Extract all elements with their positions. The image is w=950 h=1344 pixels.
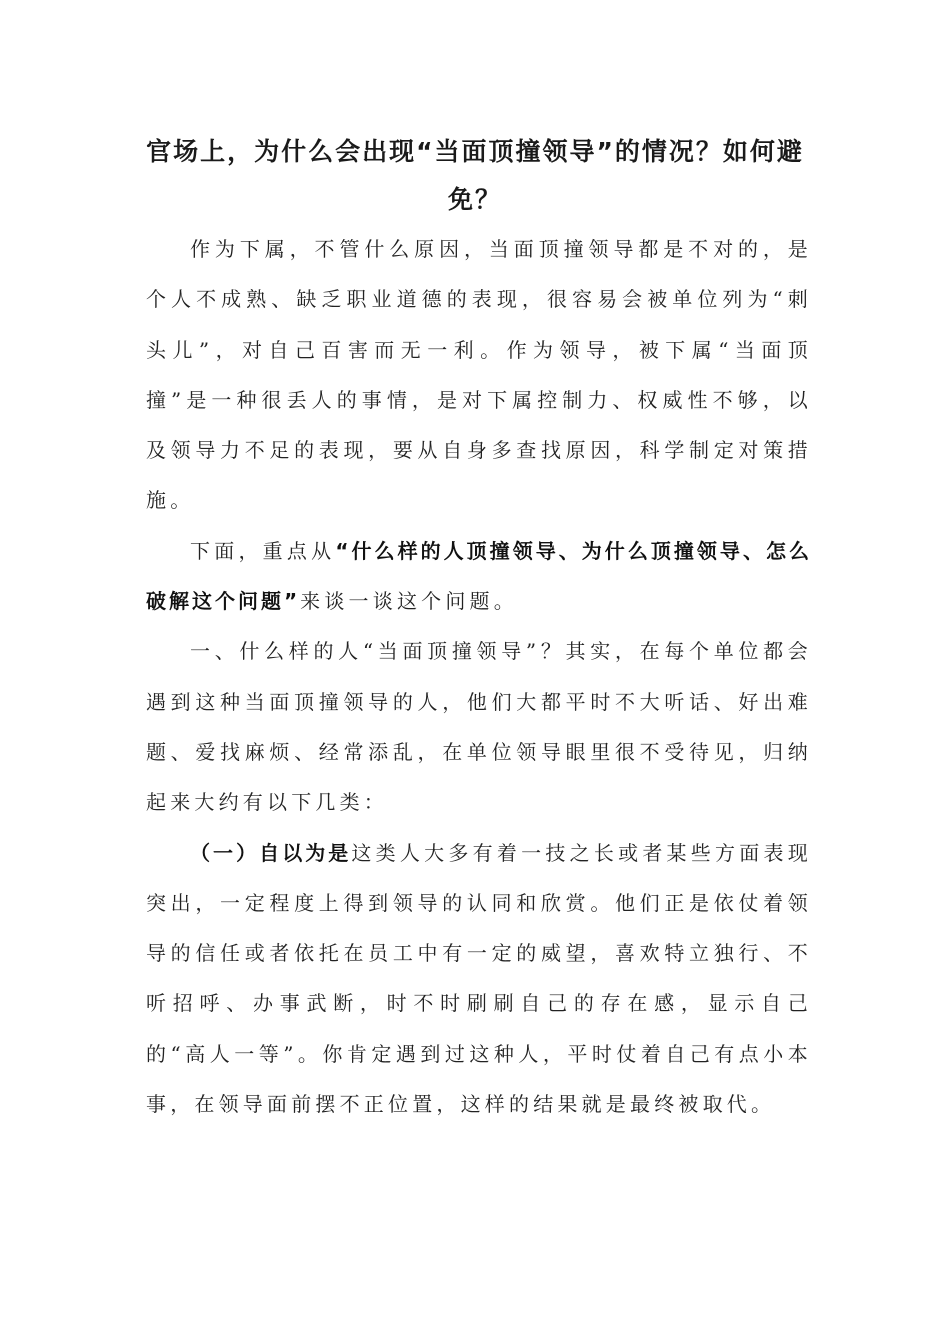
- paragraph-section-one: 一、什么样的人“当面顶撞领导”？其实，在每个单位都会遇到这种当面顶撞领导的人，他们大都平时不大听话、好出难题、爱找麻烦、经常添乱，在单位领导眼里很不受待见，归纳起来大约有以下几类：: [146, 639, 812, 815]
- paragraph-outline-lead: 下面，重点从: [190, 538, 336, 563]
- subsection-heading: （一）自以为是: [190, 840, 352, 865]
- paragraph-outline-tail: 来谈一谈这个问题。: [300, 589, 518, 614]
- subsection-text: 这类人大多有着一技之长或者某些方面表现突出，一定程度上得到领导的认同和欣赏。他们正是依仗着领导的信任或者依托在员工中有一定的威望，喜欢特立独行、不听招呼、办事武断，时不时刷刷自己的存在感，显示自己的“高人一等”。你肯定遇到过这种人，平时仗着自己有点小本事，在领导面前摆不正位置，这样的结果就是最终被取代。: [146, 840, 812, 1117]
- paragraph-outline: [146, 526, 812, 627]
- document-title: 官场上，为什么会出现“当面顶撞领导”的情况？如何避免？: [146, 137, 804, 214]
- paragraph-outline-emphasis: “什么样的人顶撞领导、为什么顶撞领导、怎么破解这个问题”: [146, 538, 812, 614]
- document-body: [146, 224, 812, 1129]
- paragraph-intro: 作为下属，不管什么原因，当面顶撞领导都是不对的，是个人不成熟、缺乏职业道德的表现，很容易会被单位列为“刺头儿”，对自己百害而无一利。作为领导，被下属“当面顶撞”是一种很丢人的事情，是对下属控制力、权威性不够，以及领导力不足的表现，要从自身多查找原因，科学制定对策措施。: [146, 237, 812, 513]
- paragraph-subsection-one: [146, 828, 812, 1130]
